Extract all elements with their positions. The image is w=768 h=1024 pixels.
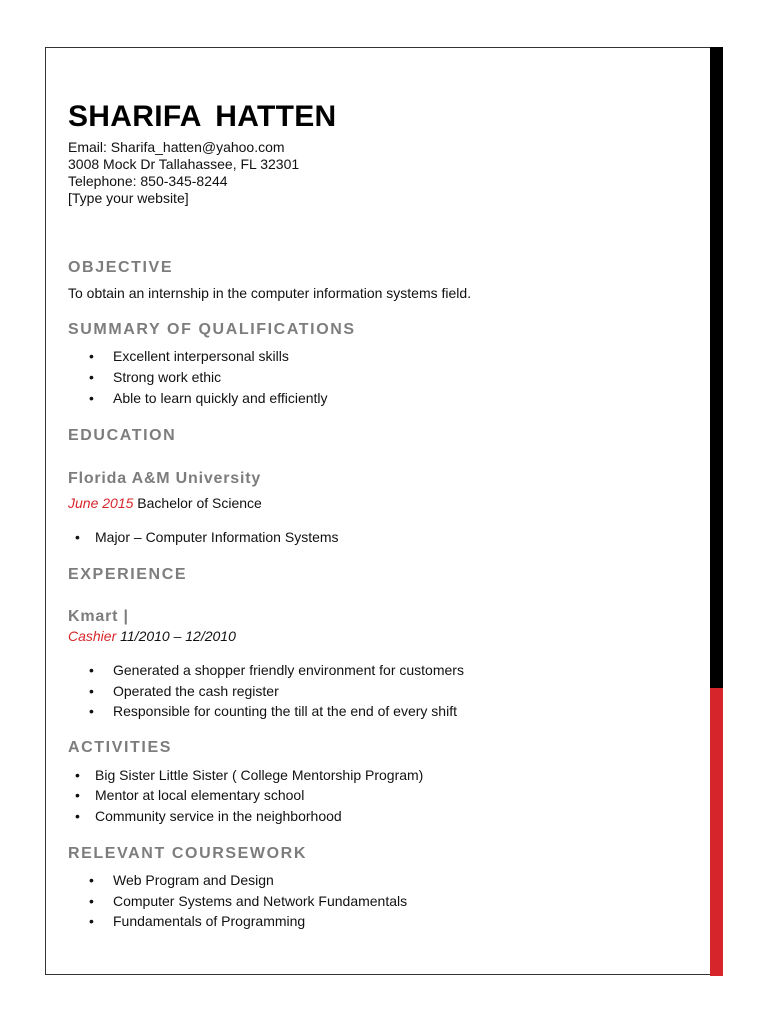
objective-heading: OBJECTIVE (68, 259, 174, 276)
job-title: Cashier (68, 628, 117, 644)
list-item-text: Responsible for counting the till at the end of every shift (113, 703, 457, 719)
coursework-heading: RELEVANT COURSEWORK (68, 845, 307, 862)
employer-name: Kmart | (68, 608, 129, 625)
candidate-name: SHARIFA HATTEN (68, 100, 337, 133)
degree-line (68, 494, 262, 512)
list-item-text: Community service in the neighborhood (95, 808, 342, 824)
qualifications-heading: SUMMARY OF QUALIFICATIONS (68, 321, 356, 338)
list-item-text: Web Program and Design (113, 872, 274, 888)
contact-telephone: Telephone: 850-345-8244 (68, 173, 228, 189)
side-bar-black (710, 47, 723, 688)
list-item-text: Fundamentals of Programming (113, 913, 306, 929)
list-item-text: Computer Systems and Network Fundamentals (113, 893, 408, 909)
list-item-text: Mentor at local elementary school (95, 787, 305, 803)
graduation-date: June 2015 (68, 495, 134, 511)
list-item-text: Operated the cash register (113, 683, 279, 699)
list-item-text: Major – Computer Information Systems (95, 529, 339, 545)
education-heading: EDUCATION (68, 427, 177, 444)
experience-heading: EXPERIENCE (68, 566, 188, 583)
list-item-text: Strong work ethic (113, 369, 222, 385)
contact-email: Email: Sharifa_hatten@yahoo.com (68, 139, 285, 155)
list-item-text: Big Sister Little Sister ( College Mentorship Program) (95, 767, 424, 783)
list-item-text: Able to learn quickly and efficiently (113, 390, 328, 406)
job-dates: 11/2010 – 12/2010 (116, 628, 236, 644)
side-bar-red (710, 688, 723, 976)
school-name: Florida A&M University (68, 470, 262, 487)
role-line (68, 627, 236, 645)
contact-website: [Type your website] (68, 190, 189, 206)
degree: Bachelor of Science (133, 495, 262, 511)
list-item-text: Generated a shopper friendly environment for customers (113, 662, 464, 678)
contact-address: 3008 Mock Dr Tallahassee, FL 32301 (68, 156, 300, 172)
activities-heading: ACTIVITIES (68, 739, 173, 756)
list-item-text: Excellent interpersonal skills (113, 348, 289, 364)
objective-text: To obtain an internship in the computer information systems field. (68, 285, 472, 301)
